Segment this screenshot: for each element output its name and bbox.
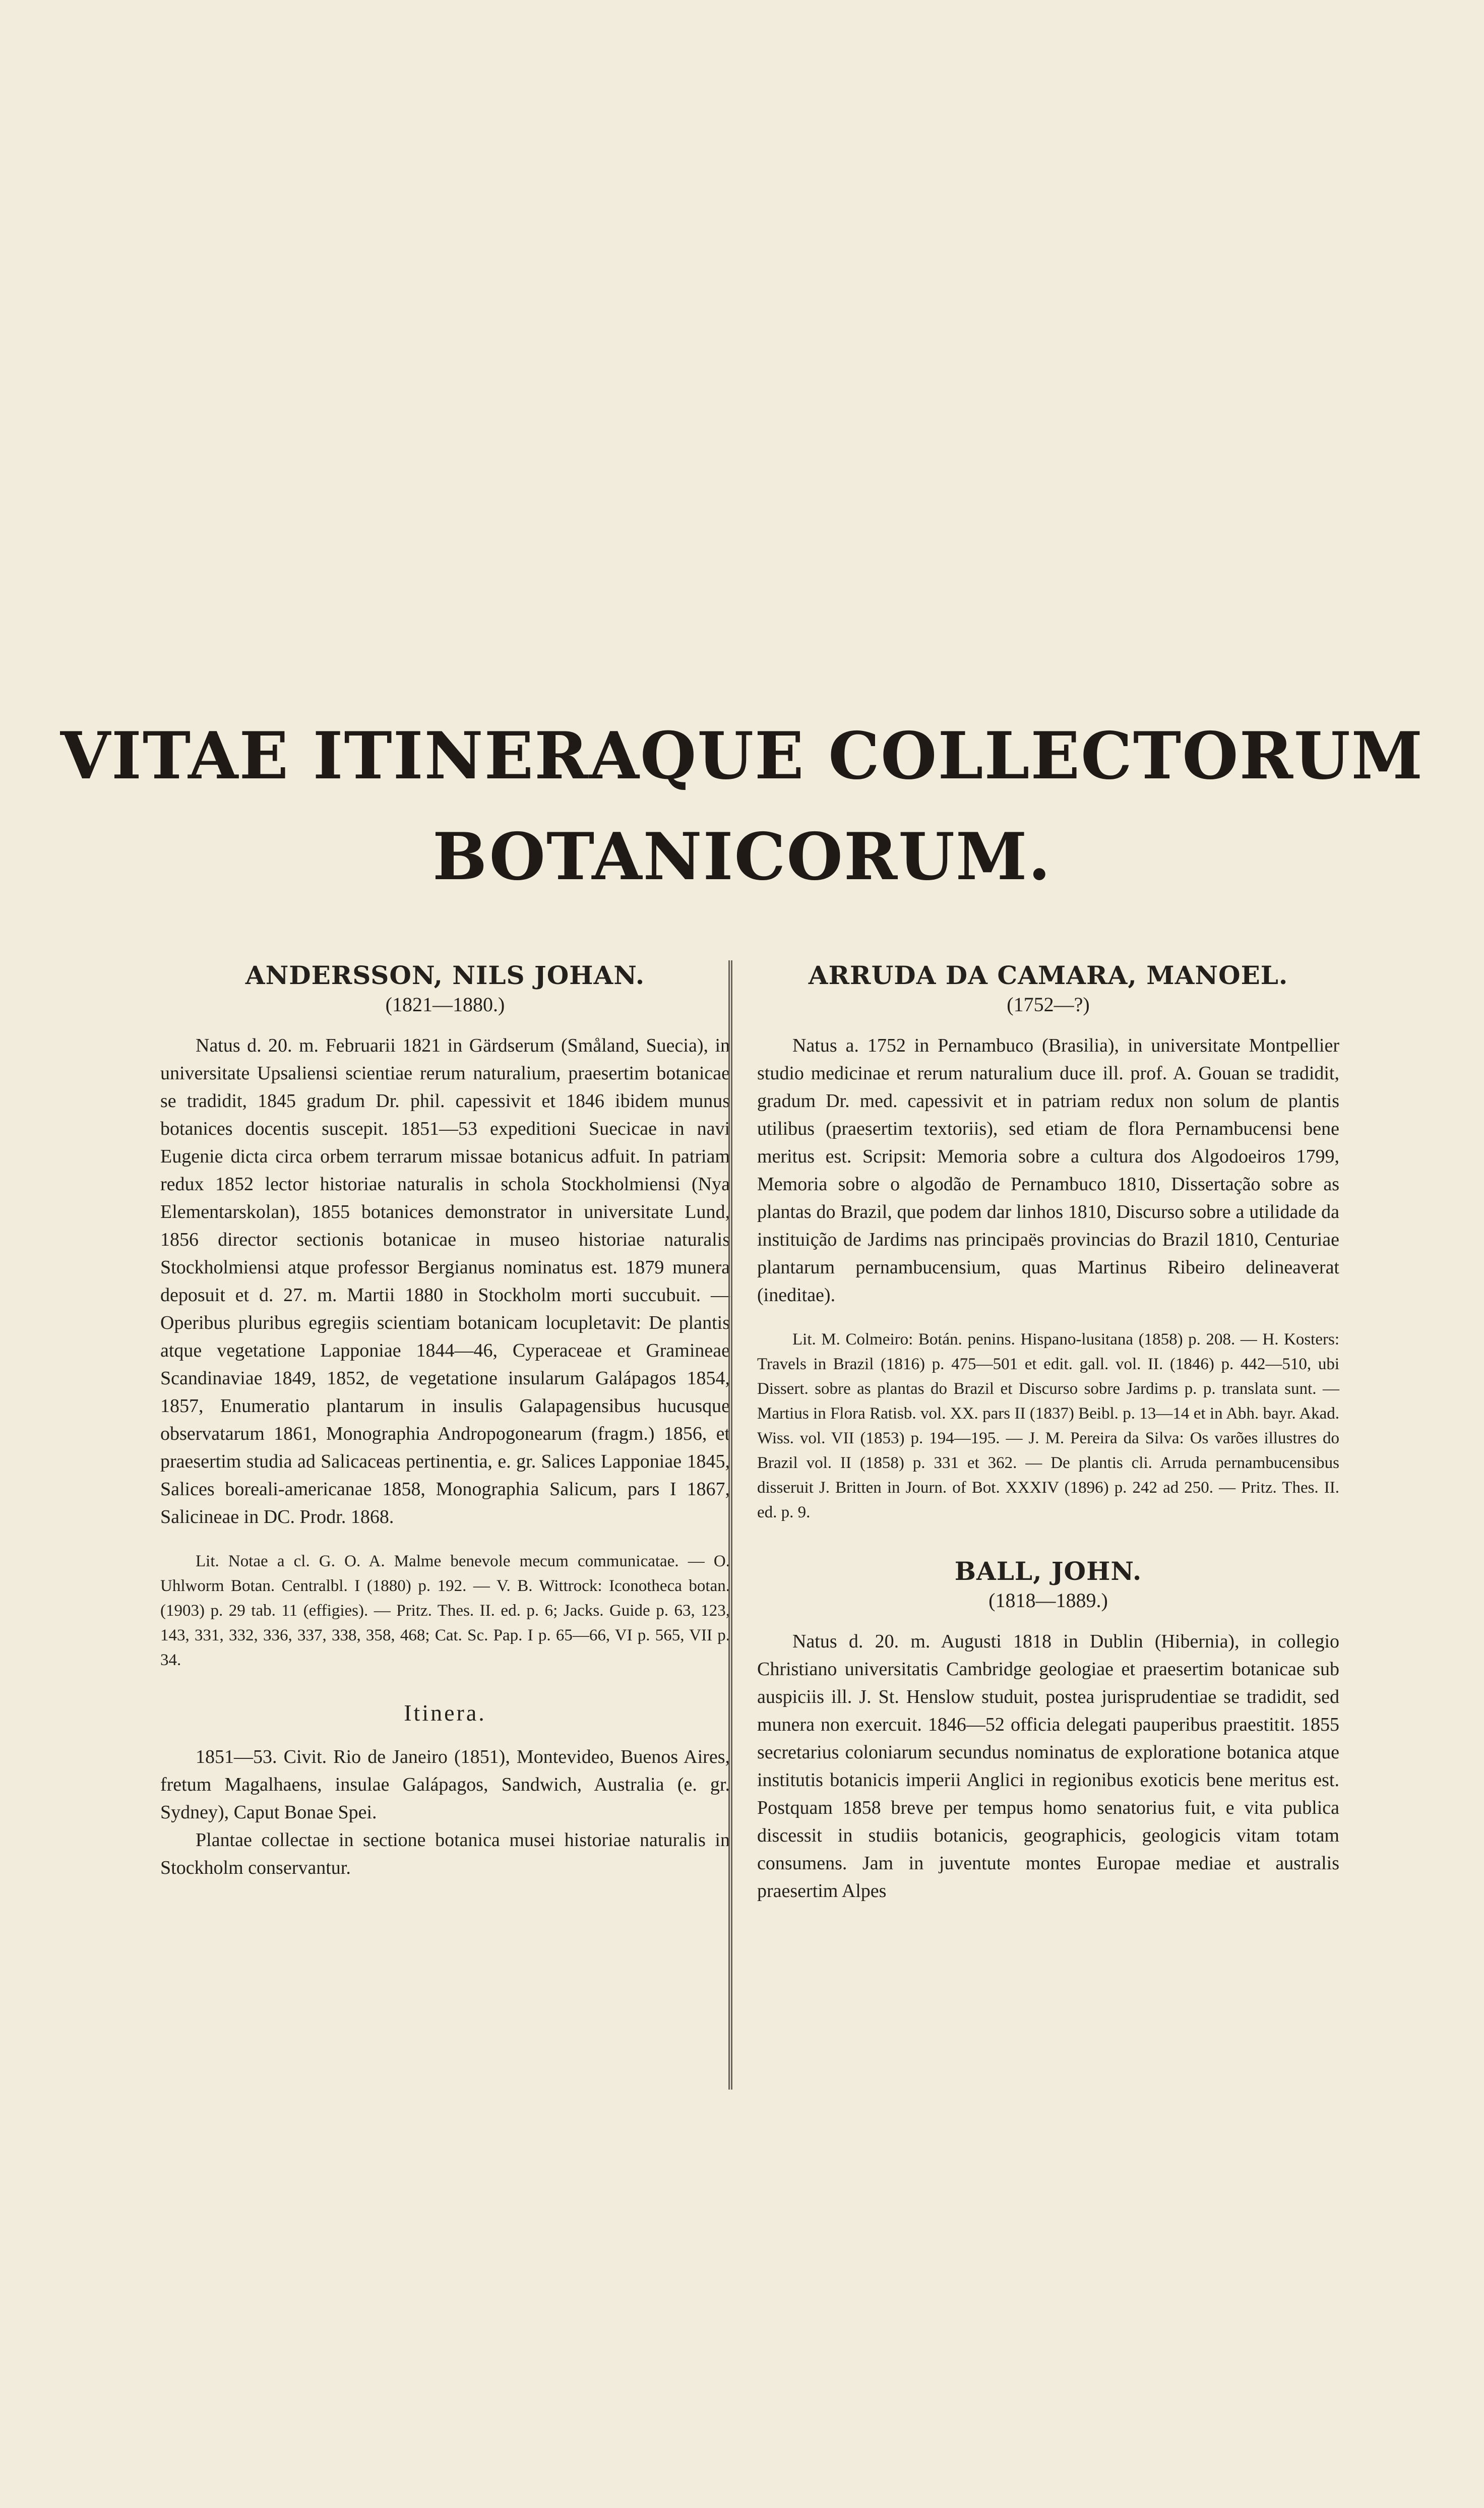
- entry-name-arruda: ARRUDA DA CAMARA, MANOEL.: [808, 960, 1288, 990]
- itinera-heading: Itinera.: [404, 1700, 486, 1726]
- literature-andersson: Lit. Notae a cl. G. O. A. Malme benevole mecum communicatae. — O. Uhlworm Botan. Centralbl. I (1880) p. 192. — V. B. Wittrock: Iconotheca botan. (1903) p. 29 tab. 11 (effigies). — Pritz. Thes. II. ed. p. 6; Jacks. Guide p. 63, 123, 143, 331, 332, 336, 337, 338, 358, 468; Cat. Sc. Pap. I p. 65—66, VI p. 565, VII p. 34.: [160, 1552, 730, 1669]
- literature-arruda: Lit. M. Colmeiro: Botán. penins. Hispano-lusitana (1858) p. 208. — H. Kosters: Travels in Brazil (1816) p. 475—501 et edit. gall. vol. II. (1846) p. 442—510, ubi Dissert. sobre as plantas do Brazil et Discurso sobre Jardims p. p. translata sunt. — Martius in Flora Ratisb. vol. XX. pars II (1837) Beibl. p. 13—14 et in Abh. bayr. Akad. Wiss. vol. VII (1853) p. 194—195. — J. M. Pereira da Silva: Os varões illustres do Brazil vol. II (1858) p. 331 et 362. — De plantis cli. Arruda pernambucensibus disseruit J. Britten in Journ. of Bot. XXXIV (1896) p. 242 ad 250. — Pritz. Thes. II. ed. p. 9.: [757, 1330, 1339, 1521]
- page-title-line-2: BOTANICORUM.: [432, 819, 1052, 895]
- entry-dates-andersson: (1821—1880.): [385, 993, 505, 1016]
- entry-dates-arruda: (1752—?): [1007, 993, 1090, 1016]
- itinera-note: Plantae collectae in sectione botanica musei historiae naturalis in Stockholm conservantur.: [160, 1829, 730, 1878]
- left-column: [160, 960, 730, 1882]
- entry-dates-ball: (1818—1889.): [988, 1589, 1108, 1612]
- entry-name-andersson: ANDERSSON, NILS JOHAN.: [245, 960, 645, 990]
- column-divider: [728, 960, 732, 2090]
- page-title: VITAE ITINERAQUE COLLECTORUM: [60, 718, 1424, 794]
- entry-body-arruda: Natus a. 1752 in Pernambuco (Brasilia), in universitate Montpellier studio medicinae et rerum naturalium duce ill. prof. A. Gouan se tradidit, gradum Dr. med. capessivit et in patriam redux non solum de plantis utilibus (praesertim textoriis), sed etiam de flora Pernambucensi bene meritus est. Scripsit: Memoria sobre a cultura dos Algodoeiros 1799, Memoria sobre o algodão de Pernambuco 1810, Dissertação sobre as plantas do Brazil, que podem dar linhos 1810, Discurso sobre a utilidade da instituição de Jardims nas principaës provincias do Brazil 1810, Centuriae plantarum pernambucensium, quas Martinus Ribeiro delineaverat (ineditae).: [757, 1035, 1339, 1306]
- itinera-text: 1851—53. Civit. Rio de Janeiro (1851), Montevideo, Buenos Aires, fretum Magalhaens, insulae Galápagos, Sandwich, Australia (e. gr. Sydney), Caput Bonae Spei.: [160, 1746, 730, 1823]
- entry-body-ball: Natus d. 20. m. Augusti 1818 in Dublin (Hibernia), in collegio Christiano universitatis Cambridge geologiae et praesertim botanicae sub auspiciis ill. J. St. Henslow studuit, postea jurisprudentiae se tradidit, sed munera non exercuit. 1846—52 officia delegati pauperibus praestitit. 1855 secretarius coloniarum secundus nominatus de exploratione botanica atque institutis botanicis imperii Anglici in regionibus exoticis bene meritus est. Postquam 1858 breve per tempus homo senatorius fuit, e vita publica discessit in studiis botanicis, geographicis, geologicis vitam totam consumens. Jam in juventute montes Europae mediae et australis praesertim Alpes: [757, 1631, 1339, 1902]
- entry-name-ball: BALL, JOHN.: [954, 1556, 1142, 1586]
- entry-body-andersson: Natus d. 20. m. Februarii 1821 in Gärdserum (Småland, Suecia), in universitate Upsaliensi scientiae rerum naturalium, praesertim botanicae se tradidit, 1845 gradum Dr. phil. capessivit et 1846 ibidem munus botanices docentis suscepit. 1851—53 expeditioni Suecicae in navi Eugenie dicta circa orbem terrarum missae botanicus adfuit. In patriam redux 1852 lector historiae naturalis in schola Stockholmiensi (Nya Elementarskolan), 1855 botanices demonstrator in universitate Lund, 1856 director sectionis botanicae in museo historiae naturalis Stockholmiensi atque professor Bergianus nominatus est. 1879 munera deposuit et d. 27. m. Martii 1880 in Stockholm morti succubuit. — Operibus pluribus egregiis scientiam botanicam locupletavit: De plantis atque vegetatione Lapponiae 1844—46, Cyperaceae et Gramineae Scandinaviae 1849, 1852, de vegetatione insularum Galápagos 1854, 1857, Enumeratio plantarum in insulis Galapagensibus hucusque observatarum 1861, Monographia Andropogonearum (fragm.) 1856, et praesertim studia ad Salicaceas pertinentia, e. gr. Salices Lapponiae 1845, Salices boreali-americanae 1858, Monographia Salicum, pars I 1867, Salicineae in DC. Prodr. 1868.: [160, 1035, 730, 1527]
- right-column: [757, 960, 1339, 1905]
